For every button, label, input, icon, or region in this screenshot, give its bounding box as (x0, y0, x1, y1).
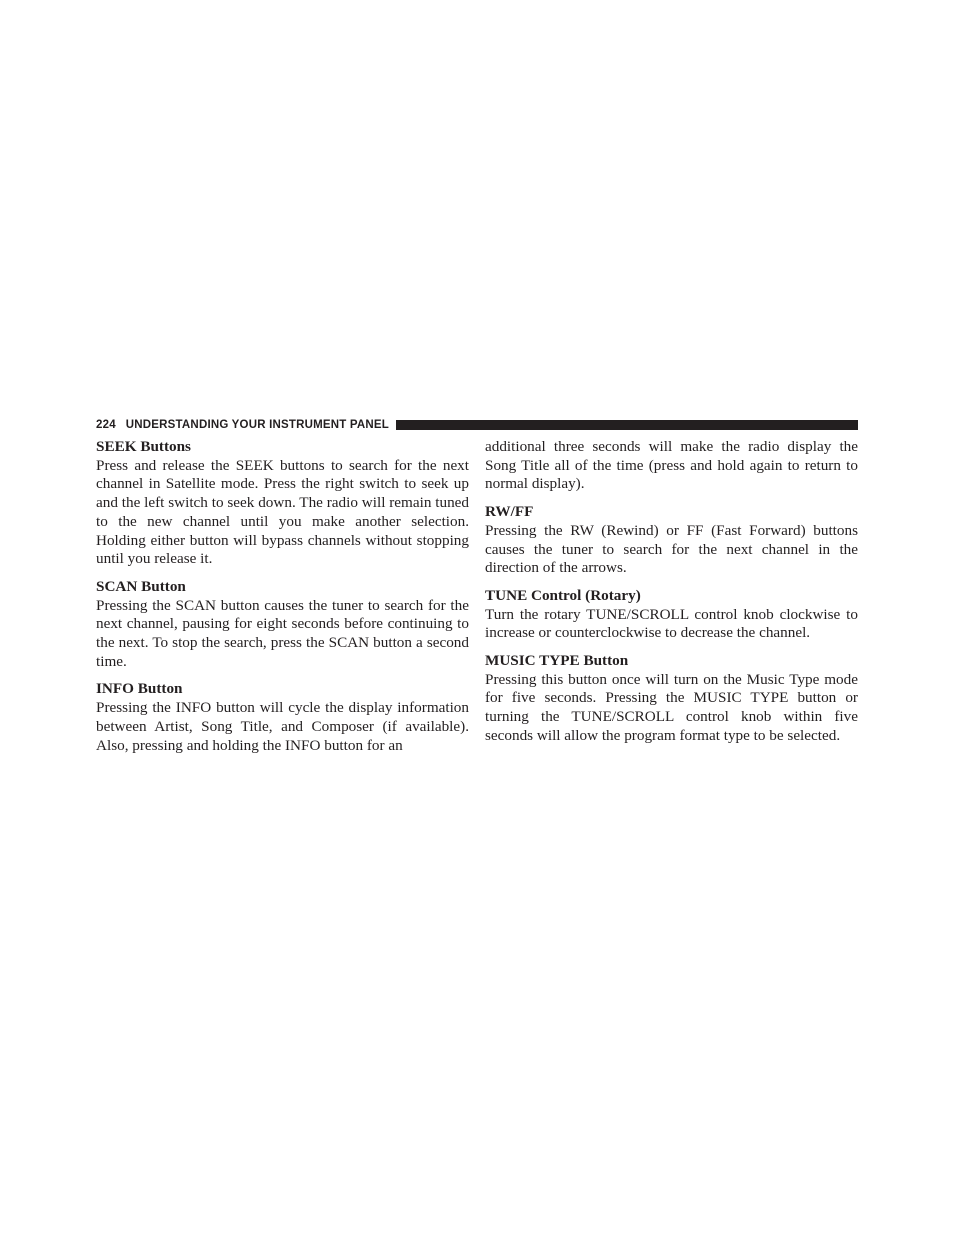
page-header (96, 416, 858, 434)
section-heading: RW/FF (485, 503, 534, 521)
right-column (485, 438, 858, 755)
section-body: Pressing the INFO button will cycle the display information between Artist, Song Title, and Composer (if available). Also, pressing and holding the INFO button for an (96, 699, 469, 754)
section-body: Press and release the SEEK buttons to search for the next channel in Satellite mode. Press the right switch to seek up and the left switch to seek down. The radio will remain tuned to the new channel until you make another selection. Holding either button will bypass channels without stopping until you release it. (96, 456, 469, 568)
section-music-type-button (485, 652, 858, 746)
section-body: Pressing the SCAN button causes the tuner to search for the next channel, pausing for eight seconds before continuing to the next. To stop the search, press the SCAN button a second time. (96, 596, 469, 670)
section-heading: INFO Button (96, 680, 183, 698)
section-info-button (96, 680, 469, 755)
continued-paragraph: additional three seconds will make the radio display the Song Title all of the time (press and hold again to return to normal display). (485, 438, 858, 493)
section-title: UNDERSTANDING YOUR INSTRUMENT PANEL (125, 419, 389, 431)
section-body: Pressing this button once will turn on the Music Type mode for five seconds. Pressing the MUSIC TYPE button or turning the TUNE/SCROLL control knob within five seconds will allow the program format type to be selected. (485, 670, 858, 744)
section-body: Pressing the RW (Rewind) or FF (Fast Forward) buttons causes the tuner to search for the next channel in the direction of the arrows. (485, 521, 858, 577)
section-heading: MUSIC TYPE Button (485, 652, 629, 670)
left-column (96, 438, 469, 764)
header-rule (396, 420, 858, 430)
section-body: Turn the rotary TUNE/SCROLL control knob clockwise to increase or counterclockwise to decrease the channel. (485, 605, 858, 642)
section-heading: SEEK Buttons (96, 438, 191, 455)
section-tune-control (485, 587, 858, 643)
section-scan-button (96, 578, 469, 672)
section-seek-buttons (96, 438, 469, 569)
section-heading: TUNE Control (Rotary) (485, 586, 641, 604)
section-heading: SCAN Button (96, 577, 186, 595)
section-rw-ff (485, 503, 858, 578)
page-number: 224 (96, 419, 116, 431)
